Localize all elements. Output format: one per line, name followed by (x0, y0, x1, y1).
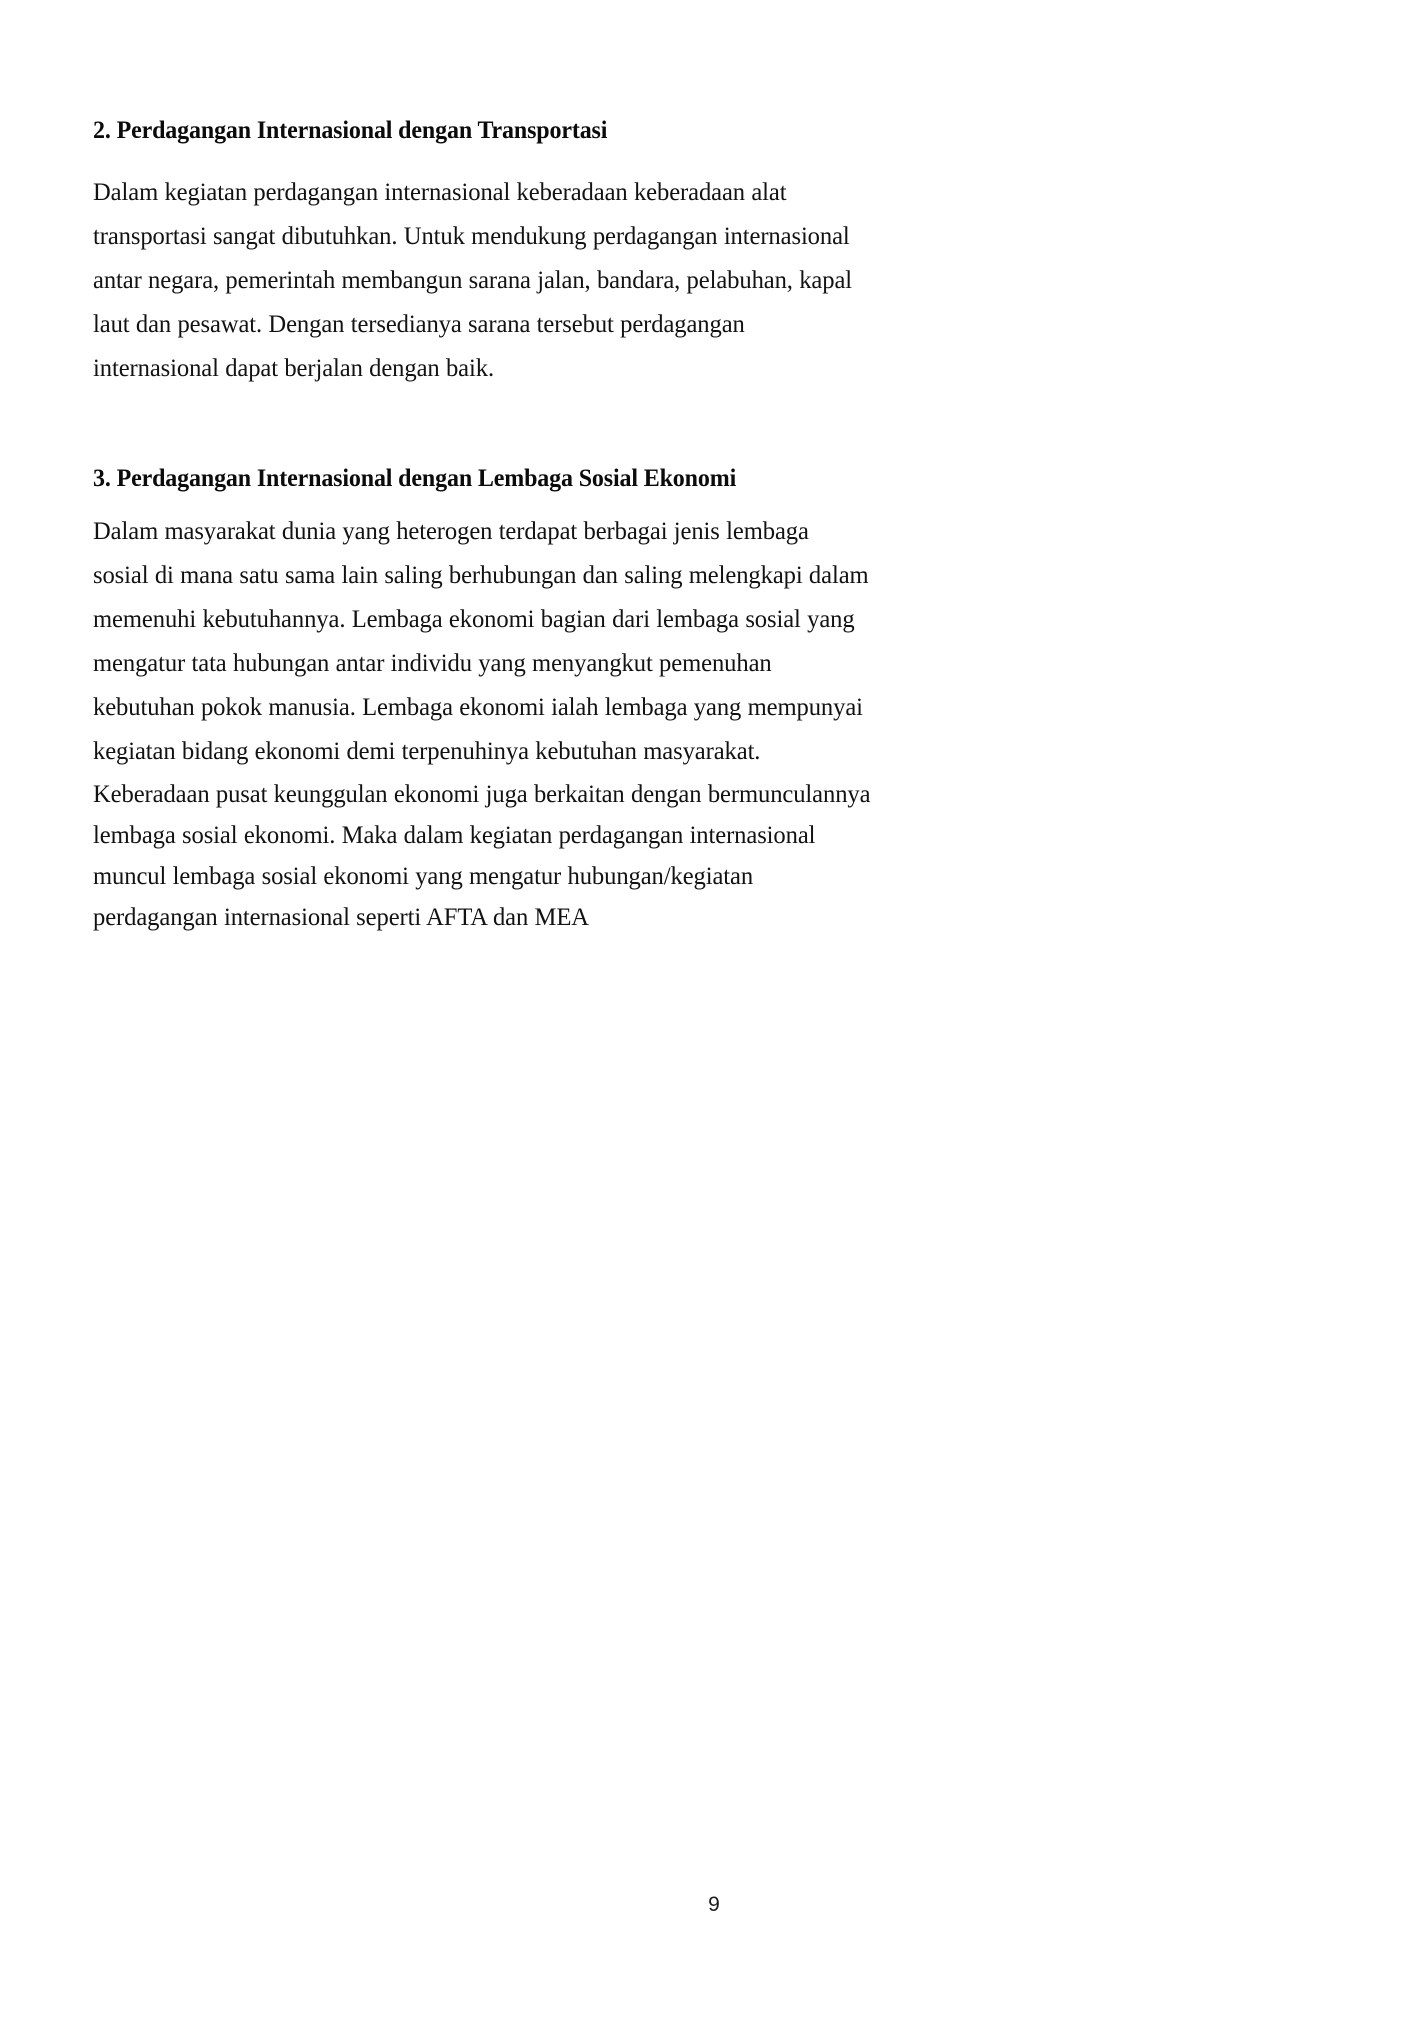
spacer-after-heading-3 (93, 491, 793, 509)
page-number: 9 (708, 1893, 720, 1916)
paragraph-line: kebutuhan pokok manusia. Lembaga ekonomi ialah lembaga yang mempunyai (93, 692, 863, 721)
paragraph-line: Keberadaan pusat keunggulan ekonomi juga berkaitan dengan bermunculannya (93, 779, 871, 808)
paragraph-line: Dalam kegiatan perdagangan internasional keberadaan keberadaan alat (93, 177, 787, 206)
page-content (93, 117, 871, 937)
paragraph-line: muncul lembaga sosial ekonomi yang mengatur hubungan/kegiatan (93, 861, 754, 890)
paragraph-line: memenuhi kebutuhannya. Lembaga ekonomi bagian dari lembaga sosial yang (93, 604, 855, 633)
paragraph-line: perdagangan internasional seperti AFTA dan MEA (93, 902, 589, 931)
section-heading-3: 3. Perdagangan Internasional dengan Lembaga Sosial Ekonomi (93, 465, 737, 492)
spacer-after-heading-2 (93, 143, 793, 170)
section-3-paragraph-2 (93, 773, 871, 937)
paragraph-line: laut dan pesawat. Dengan tersedianya sarana tersebut perdagangan (93, 309, 745, 338)
section-heading-2: 2. Perdagangan Internasional dengan Transportasi (93, 117, 608, 144)
paragraph-line: Dalam masyarakat dunia yang heterogen terdapat berbagai jenis lembaga (93, 516, 809, 545)
paragraph-line: transportasi sangat dibutuhkan. Untuk mendukung perdagangan internasional (93, 221, 850, 250)
section-2-paragraph (93, 170, 853, 390)
section-3-paragraph-1 (93, 509, 869, 773)
paragraph-line: antar negara, pemerintah membangun sarana jalan, bandara, pelabuhan, kapal (93, 265, 853, 294)
spacer-between-sections (93, 390, 793, 466)
paragraph-line: sosial di mana satu sama lain saling berhubungan dan saling melengkapi dalam (93, 560, 869, 589)
paragraph-line: internasional dapat berjalan dengan baik. (93, 353, 495, 382)
paragraph-line: kegiatan bidang ekonomi demi terpenuhinya kebutuhan masyarakat. (93, 736, 761, 765)
paragraph-line: mengatur tata hubungan antar individu yang menyangkut pemenuhan (93, 648, 772, 677)
paragraph-line: lembaga sosial ekonomi. Maka dalam kegiatan perdagangan internasional (93, 820, 816, 849)
